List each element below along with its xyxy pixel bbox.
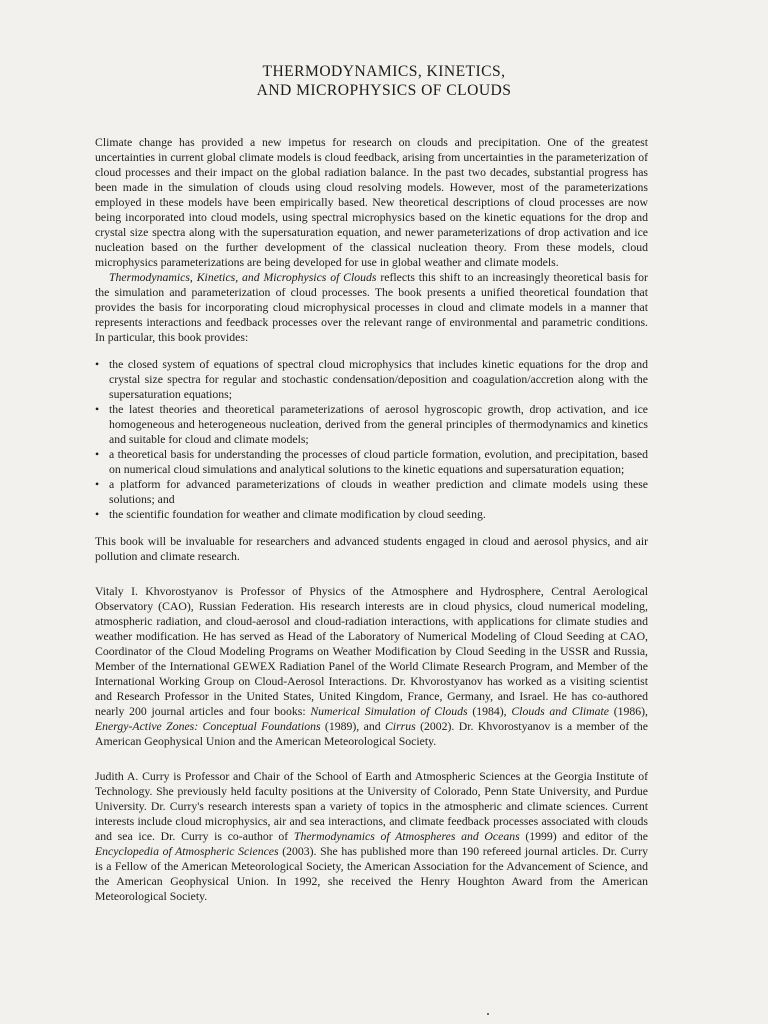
list-item-text: the closed system of equations of spectral cloud microphysics that includes kinetic equations for the drop and crystal size spectra for regular and stochastic condensation/deposition and coagulation/accretion along with the supersaturation equations; [109,358,648,401]
bullet-icon: • [95,478,100,491]
book-title: Energy-Active Zones: Conceptual Foundations [95,720,321,733]
bio-text: (2003). She has published more than 190 refereed journal articles. Dr. Curry is a Fellow of the American Meteorological Society, the American Association for the Advancement of Science, and the American Geophysical Union. In 1992, she received the Henry Houghton Award from the American Meteorological Society. [95,845,648,903]
book-title: Clouds and Climate [511,705,609,718]
provides-list [95,357,648,522]
bullet-icon: • [95,448,100,461]
audience-paragraph: This book will be invaluable for researchers and advanced students engaged in cloud and aerosol physics, and air pollution and climate research. [95,535,648,563]
list-item [95,402,648,447]
book-summary-text: reflects this shift to an increasingly theoretical basis for the simulation and parameterization of cloud processes. The book presents a unified theoretical foundation that provides the basis for incorporating cloud microphysical processes in cloud and climate models in a manner that represents interactions and feedback processes over the relevant range of environmental and parametric conditions. In particular, this book provides: [95,271,648,344]
book-title: Cirrus [384,720,416,733]
book-title: Encyclopedia of Atmospheric Sciences [95,845,279,858]
page-speck [487,1013,489,1015]
book-summary-paragraph [95,270,648,345]
bullet-icon: • [95,403,100,416]
bullet-icon: • [95,358,100,371]
list-item [95,447,648,477]
book-title: Thermodynamics of Atmospheres and Oceans [293,830,520,843]
body-text [95,135,648,904]
title-line-1: THERMODYNAMICS, KINETICS, [262,63,506,80]
author-bio-khvorostyanov [95,584,648,749]
bio-text: (1986), [608,705,648,718]
bio-text: Vitaly I. Khvorostyanov is Professor of Physics of the Atmosphere and Hydrosphere, Central Aerological Observatory (CAO), Russian Federation. His research interests are in cloud physics, cloud numerical modeling, atmospheric radiation, and cloud-aerosol and cloud-radiation interactions, with applications for climate studies and weather modification. He has served as Head of the Laboratory of Numerical Modeling of Cloud Seeding at CAO, Coordinator of the Cloud Modeling Programs on Weather Modification by Cloud Seeding in the USSR and Russia, Member of the International GEWEX Radiation Panel of the World Climate Research Program, and Member of the International Working Group on Cloud-Aerosol Interactions. Dr. Khvorostyanov has worked as a visiting scientist and Research Professor in the United States, United Kingdom, France, Germany, and Israel. He has co-authored nearly 200 journal articles and four books: [95,585,648,718]
list-item-text: a platform for advanced parameterizations of clouds in weather prediction and climate models using these solutions; and [109,478,648,506]
intro-paragraph: Climate change has provided a new impetus for research on clouds and precipitation. One of the greatest uncertainties in current global climate models is cloud feedback, arising from uncertainties in the parameterization of cloud processes and their impact on the global radiation balance. In the past two decades, substantial progress has been made in the simulation of clouds using cloud resolving models. However, most of the parameterizations employed in these models have been empirically based. New theoretical descriptions of cloud processes are now being incorporated into cloud models, using spectral microphysics based on the kinetic equations for the drop and crystal size spectra along with the supersaturation equation, and newer parameterizations of drop activation and ice nucleation based on the further development of the classical nucleation theory. From these models, cloud microphysics parameterizations are being developed for use in global weather and climate models. [95,136,648,269]
list-item-text: the scientific foundation for weather and climate modification by cloud seeding. [109,508,486,521]
author-bio-curry [95,769,648,904]
bio-text: (1999) and editor of the [519,830,648,843]
bio-text: (2002). Dr. Khvorostyanov is a member of the American Geophysical Union and the American Meteorological Society. [95,720,648,748]
list-item [95,477,648,507]
list-item [95,357,648,402]
book-title: Thermodynamics, Kinetics, and Microphysics of Clouds [109,271,377,284]
bio-text: Judith A. Curry is Professor and Chair of the School of Earth and Atmospheric Sciences at the Georgia Institute of Technology. She previously held faculty positions at the University of Colorado, Penn State University, and Purdue University. Dr. Curry's research interests span a variety of topics in the atmospheric and climate sciences. Current interests include cloud microphysics, air and sea interactions, and climate feedback processes associated with clouds and sea ice. Dr. Curry is co-author of [95,770,648,843]
title-line-2: AND MICROPHYSICS OF CLOUDS [256,82,512,99]
list-item [95,507,648,522]
book-title: Numerical Simulation of Clouds [310,705,468,718]
bullet-icon: • [95,508,100,521]
bio-text: (1989), and [320,720,385,733]
bio-text: (1984), [467,705,512,718]
list-item-text: the latest theories and theoretical parameterizations of aerosol hygroscopic growth, drop activation, and ice homogeneous and heterogeneous nucleation, derived from the general principles of thermodynamics and kinetics and suitable for cloud and climate models; [109,403,648,446]
page-title [0,62,768,100]
list-item-text: a theoretical basis for understanding the processes of cloud particle formation, evolution, and precipitation, based on numerical cloud simulations and analytical solutions to the kinetic equations and supersaturation equation; [109,448,648,476]
